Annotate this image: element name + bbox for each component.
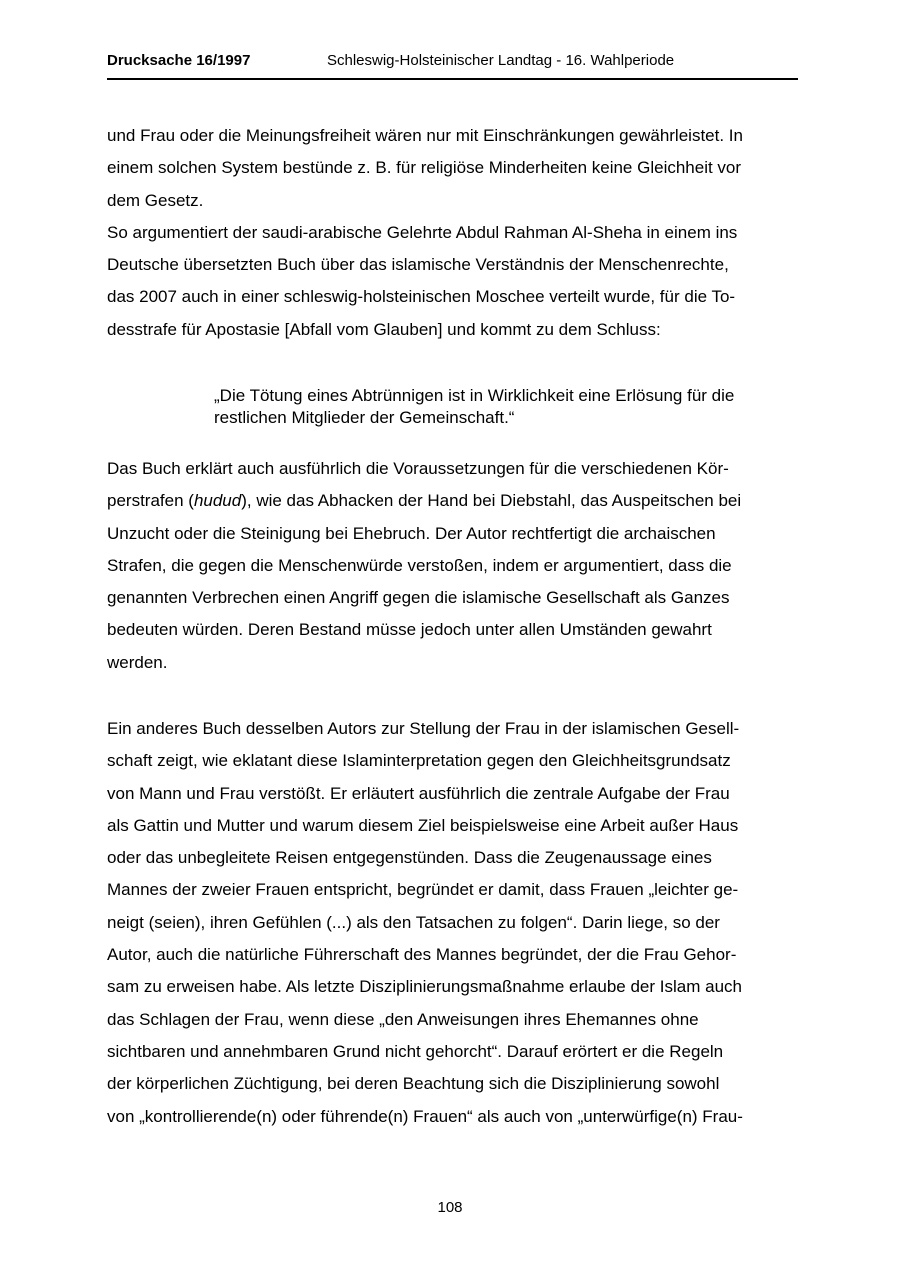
block-quote <box>214 385 804 429</box>
text-line: das 2007 auch in einer schleswig-holsteinischen Moschee verteilt wurde, für die To- <box>107 287 736 307</box>
text-line: Autor, auch die natürliche Führerschaft des Mannes begründet, der die Frau Gehor- <box>107 945 737 965</box>
text-line: Strafen, die gegen die Menschenwürde verstoßen, indem er argumentiert, dass die <box>107 555 732 575</box>
text-line: oder das unbegleitete Reisen entgegenstünden. Dass die Zeugenaussage eines <box>107 848 712 868</box>
text-line: von „kontrollierende(n) oder führende(n) Frauen“ als auch von „unterwürfige(n) Frau- <box>107 1106 743 1126</box>
text-line: neigt (seien), ihren Gefühlen (...) als den Tatsachen zu folgen“. Darin liege, so der <box>107 912 720 932</box>
text-line: das Schlagen der Frau, wenn diese „den Anweisungen ihres Ehemannes ohne <box>107 1009 699 1029</box>
paragraph-1 <box>107 120 797 346</box>
text-segment: perstrafen ( <box>107 491 194 511</box>
text-line: einem solchen System bestünde z. B. für religiöse Minderheiten keine Gleichheit vor <box>107 158 742 178</box>
text-line: Mannes der zweier Frauen entspricht, begründet er damit, dass Frauen „leichter ge- <box>107 880 739 900</box>
text-line: sichtbaren und annehmbaren Grund nicht gehorcht“. Darauf erörtert er die Regeln <box>107 1041 724 1061</box>
paragraph-3 <box>107 713 797 1133</box>
text-line: Unzucht oder die Steinigung bei Ehebruch. Der Autor rechtfertigt die archaischen <box>107 523 716 543</box>
page-number: 108 <box>437 1199 463 1216</box>
quote-line: „Die Tötung eines Abtrünnigen ist in Wirklichkeit eine Erlösung für die <box>214 386 735 405</box>
text-line: als Gattin und Mutter und warum diesem Ziel beispielsweise eine Arbeit außer Haus <box>107 815 739 835</box>
text-line: So argumentiert der saudi-arabische Gelehrte Abdul Rahman Al-Sheha in einem ins <box>107 222 738 242</box>
text-line: bedeuten würden. Deren Bestand müsse jedoch unter allen Umständen gewahrt <box>107 620 712 640</box>
document-number: Drucksache 16/1997 <box>107 52 251 69</box>
text-line: genannten Verbrechen einen Angriff gegen die islamische Gesellschaft als Ganzes <box>107 588 730 608</box>
text-line: desstrafe für Apostasie [Abfall vom Glauben] und kommt zu dem Schluss: <box>107 319 661 339</box>
parliament-title: Schleswig-Holsteinischer Landtag - 16. Wahlperiode <box>327 52 675 69</box>
text-line: der körperlichen Züchtigung, bei deren Beachtung sich die Disziplinierung sowohl <box>107 1074 720 1094</box>
quote-line: restlichen Mitglieder der Gemeinschaft.“ <box>214 408 515 427</box>
text-line: Deutsche übersetzten Buch über das islamische Verständnis der Menschenrechte, <box>107 255 729 275</box>
text-line <box>107 485 797 517</box>
text-line: schaft zeigt, wie eklatant diese Islaminterpretation gegen den Gleichheitsgrundsatz <box>107 751 731 771</box>
text-line: Das Buch erklärt auch ausführlich die Voraussetzungen für die verschiedenen Kör- <box>107 459 729 478</box>
page-header <box>107 52 798 80</box>
text-segment: ), wie das Abhacken der Hand bei Diebstahl, das Auspeitschen bei <box>241 491 742 511</box>
text-line: Ein anderes Buch desselben Autors zur Stellung der Frau in der islamischen Gesell- <box>107 719 740 738</box>
text-line: dem Gesetz. <box>107 190 204 210</box>
paragraph-2 <box>107 453 797 679</box>
italic-term: hudud <box>193 491 242 511</box>
text-line: sam zu erweisen habe. Als letzte Disziplinierungsmaßnahme erlaube der Islam auch <box>107 977 742 997</box>
text-line: von Mann und Frau verstößt. Er erläutert ausführlich die zentrale Aufgabe der Frau <box>107 783 730 803</box>
text-line: werden. <box>107 652 168 672</box>
text-line: und Frau oder die Meinungsfreiheit wären nur mit Einschränkungen gewährleistet. In <box>107 126 743 145</box>
